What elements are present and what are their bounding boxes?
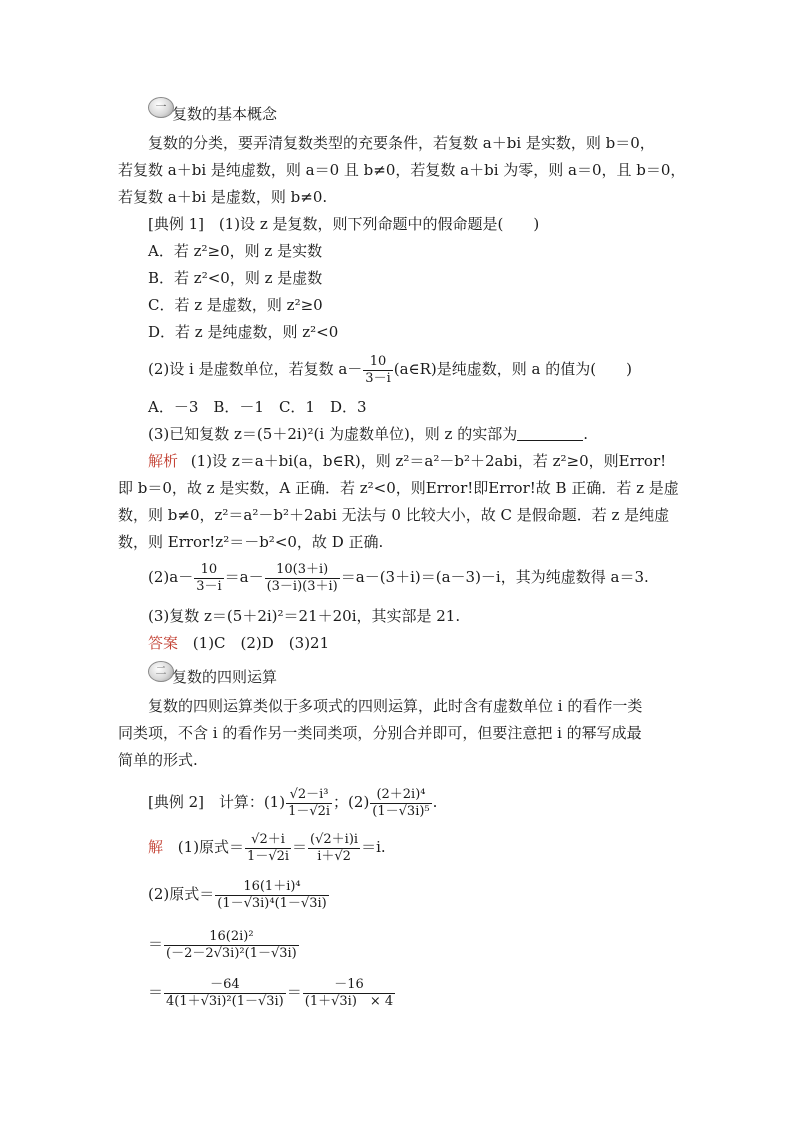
example-heading	[148, 214, 539, 234]
formula-text: (2)原式＝	[148, 885, 215, 903]
analysis-text: (1)设 z＝a＋bi(a，b∈R)，则 z²＝a²－b²＋2abi，若 z²≥0，则Error!	[190, 452, 667, 470]
option-d: D．若 z 是纯虚数，则 z²<0	[148, 323, 339, 341]
formula-text: ＝i.	[361, 838, 386, 856]
fraction-numerator: √2－i³	[286, 787, 332, 804]
fraction-numerator: 16(1＋i)⁴	[215, 879, 328, 896]
analysis-line: 数，则 b≠0，z²＝a²－b²＋2abi 无法与 0 比较大小，故 C 是假命题．若 z 是纯虚	[118, 506, 670, 524]
question-2	[148, 352, 632, 387]
fraction-denominator: 1－√2i	[288, 803, 331, 819]
fraction	[194, 562, 223, 595]
fraction-denominator: (3－i)(3＋i)	[266, 578, 338, 594]
example-tag: [典例 2]	[148, 793, 205, 811]
option-b: B．若 z²<0，则 z 是虚数	[148, 269, 323, 287]
prompt-text: .	[432, 793, 438, 811]
fraction	[265, 562, 340, 595]
fraction-numerator: 10	[363, 354, 392, 371]
option-c: C．若 z 是虚数，则 z²≥0	[148, 296, 323, 314]
analysis-label: 解析	[148, 452, 179, 470]
paragraph-line: 同类项，不含 i 的看作另一类同类项，分别合并即可，但要注意把 i 的幂写成最	[118, 724, 642, 742]
paragraph-line: 若复数 a＋bi 是虚数，则 b≠0.	[118, 188, 328, 206]
question-text: .	[583, 425, 589, 443]
section-number-badge: 二	[148, 661, 174, 682]
fraction-denominator: (1＋√3i) × 4	[304, 993, 394, 1009]
fraction-denominator: i＋√2	[317, 848, 351, 864]
fraction-denominator: 3－i	[196, 578, 222, 594]
fraction	[215, 879, 328, 912]
fraction-denominator: 4(1＋√3i)²(1－√3i)	[166, 993, 284, 1009]
fraction	[286, 787, 332, 820]
solution-label: 解	[148, 838, 164, 856]
prompt-text: 计算：(1)	[218, 793, 286, 811]
formula-text: ＝	[292, 838, 308, 856]
paragraph-line: 若复数 a＋bi 是纯虚数，则 a＝0 且 b≠0，若复数 a＋bi 为零，则 a＝0，且 b＝0，	[118, 161, 686, 179]
fraction-numerator: 10	[194, 562, 223, 579]
formula-text: ＝	[148, 935, 164, 953]
fraction	[245, 832, 291, 865]
fraction	[164, 977, 286, 1010]
fraction	[363, 354, 392, 387]
fraction-denominator: (1－√3i)⁴(1－√3i)	[217, 895, 327, 911]
fraction	[303, 977, 395, 1010]
solution-line-1	[148, 829, 386, 865]
fraction-numerator: －16	[303, 977, 395, 994]
question-text: (a∈R)是纯虚数，则 a 的值为( )	[393, 360, 632, 378]
fraction-numerator: 10(3＋i)	[265, 562, 340, 579]
solution-line-3	[148, 926, 300, 962]
fraction	[164, 929, 299, 962]
fraction-denominator: 3－i	[365, 370, 391, 386]
section-number-badge: 一	[148, 97, 174, 118]
solution-line-4	[148, 974, 396, 1010]
fraction-numerator: 16(2i)²	[164, 929, 299, 946]
fraction-denominator: 1－√2i	[247, 848, 290, 864]
formula-text: ＝a－	[224, 568, 264, 586]
analysis-line: 数，则 Error!z²＝－b²<0，故 D 正确.	[118, 533, 384, 551]
analysis-line: (3)复数 z＝(5＋2i)²＝21＋20i，其实部是 21.	[148, 607, 461, 625]
analysis-line: 即 b＝0，故 z 是实数，A 正确．若 z²<0，则Error!即Error!故 B 正确．若 z 是虚	[118, 479, 679, 497]
fraction	[370, 787, 431, 820]
formula-text: (1)原式＝	[177, 838, 245, 856]
fraction-numerator: (2＋2i)⁴	[370, 787, 431, 804]
analysis-formula-line	[148, 560, 649, 595]
example-2-prompt	[148, 784, 437, 820]
question-text: (3)已知复数 z＝(5＋2i)²(i 为虚数单位)，则 z 的实部为	[148, 425, 518, 443]
answer-text: (1)C (2)D (3)21	[192, 634, 330, 652]
question-text: (2)设 i 是虚数单位，若复数 a－	[148, 360, 363, 378]
section-title: 复数的四则运算	[172, 668, 278, 686]
answer-line	[148, 633, 329, 653]
fraction-numerator: √2＋i	[245, 832, 291, 849]
section-title: 复数的基本概念	[172, 105, 278, 123]
fraction-denominator: (1－√3i)⁵	[372, 803, 430, 819]
fraction-numerator: (√2＋i)i	[310, 831, 359, 847]
paragraph-line: 简单的形式.	[118, 751, 198, 769]
analysis-line	[148, 451, 666, 471]
option-a: A．若 z²≥0，则 z 是实数	[148, 242, 323, 260]
paragraph-line: 复数的四则运算类似于多项式的四则运算，此时含有虚数单位 i 的看作一类	[148, 697, 643, 715]
question-2-options: A．－3 B．－1 C．1 D．3	[148, 398, 367, 416]
formula-text: (2)a－	[148, 568, 194, 586]
paragraph-line: 复数的分类，要弄清复数类型的充要条件，若复数 a＋bi 是实数，则 b＝0，	[148, 134, 655, 152]
fraction-denominator: (－2－2√3i)²(1－√3i)	[166, 945, 297, 961]
solution-line-2	[148, 876, 330, 912]
fraction	[308, 832, 360, 865]
answer-blank	[517, 426, 583, 441]
question-3	[148, 424, 588, 444]
question-1: (1)设 z 是复数，则下列命题中的假命题是( )	[218, 215, 540, 233]
prompt-text: ；(2)	[333, 793, 370, 811]
formula-text: ＝a－(3＋i)＝(a－3)－i，其为纯虚数得 a＝3.	[340, 568, 649, 586]
answer-label: 答案	[148, 634, 179, 652]
example-tag: [典例 1]	[148, 215, 205, 233]
fraction-numerator: －64	[164, 977, 286, 994]
formula-text: ＝	[286, 983, 302, 1001]
formula-text: ＝	[148, 983, 164, 1001]
